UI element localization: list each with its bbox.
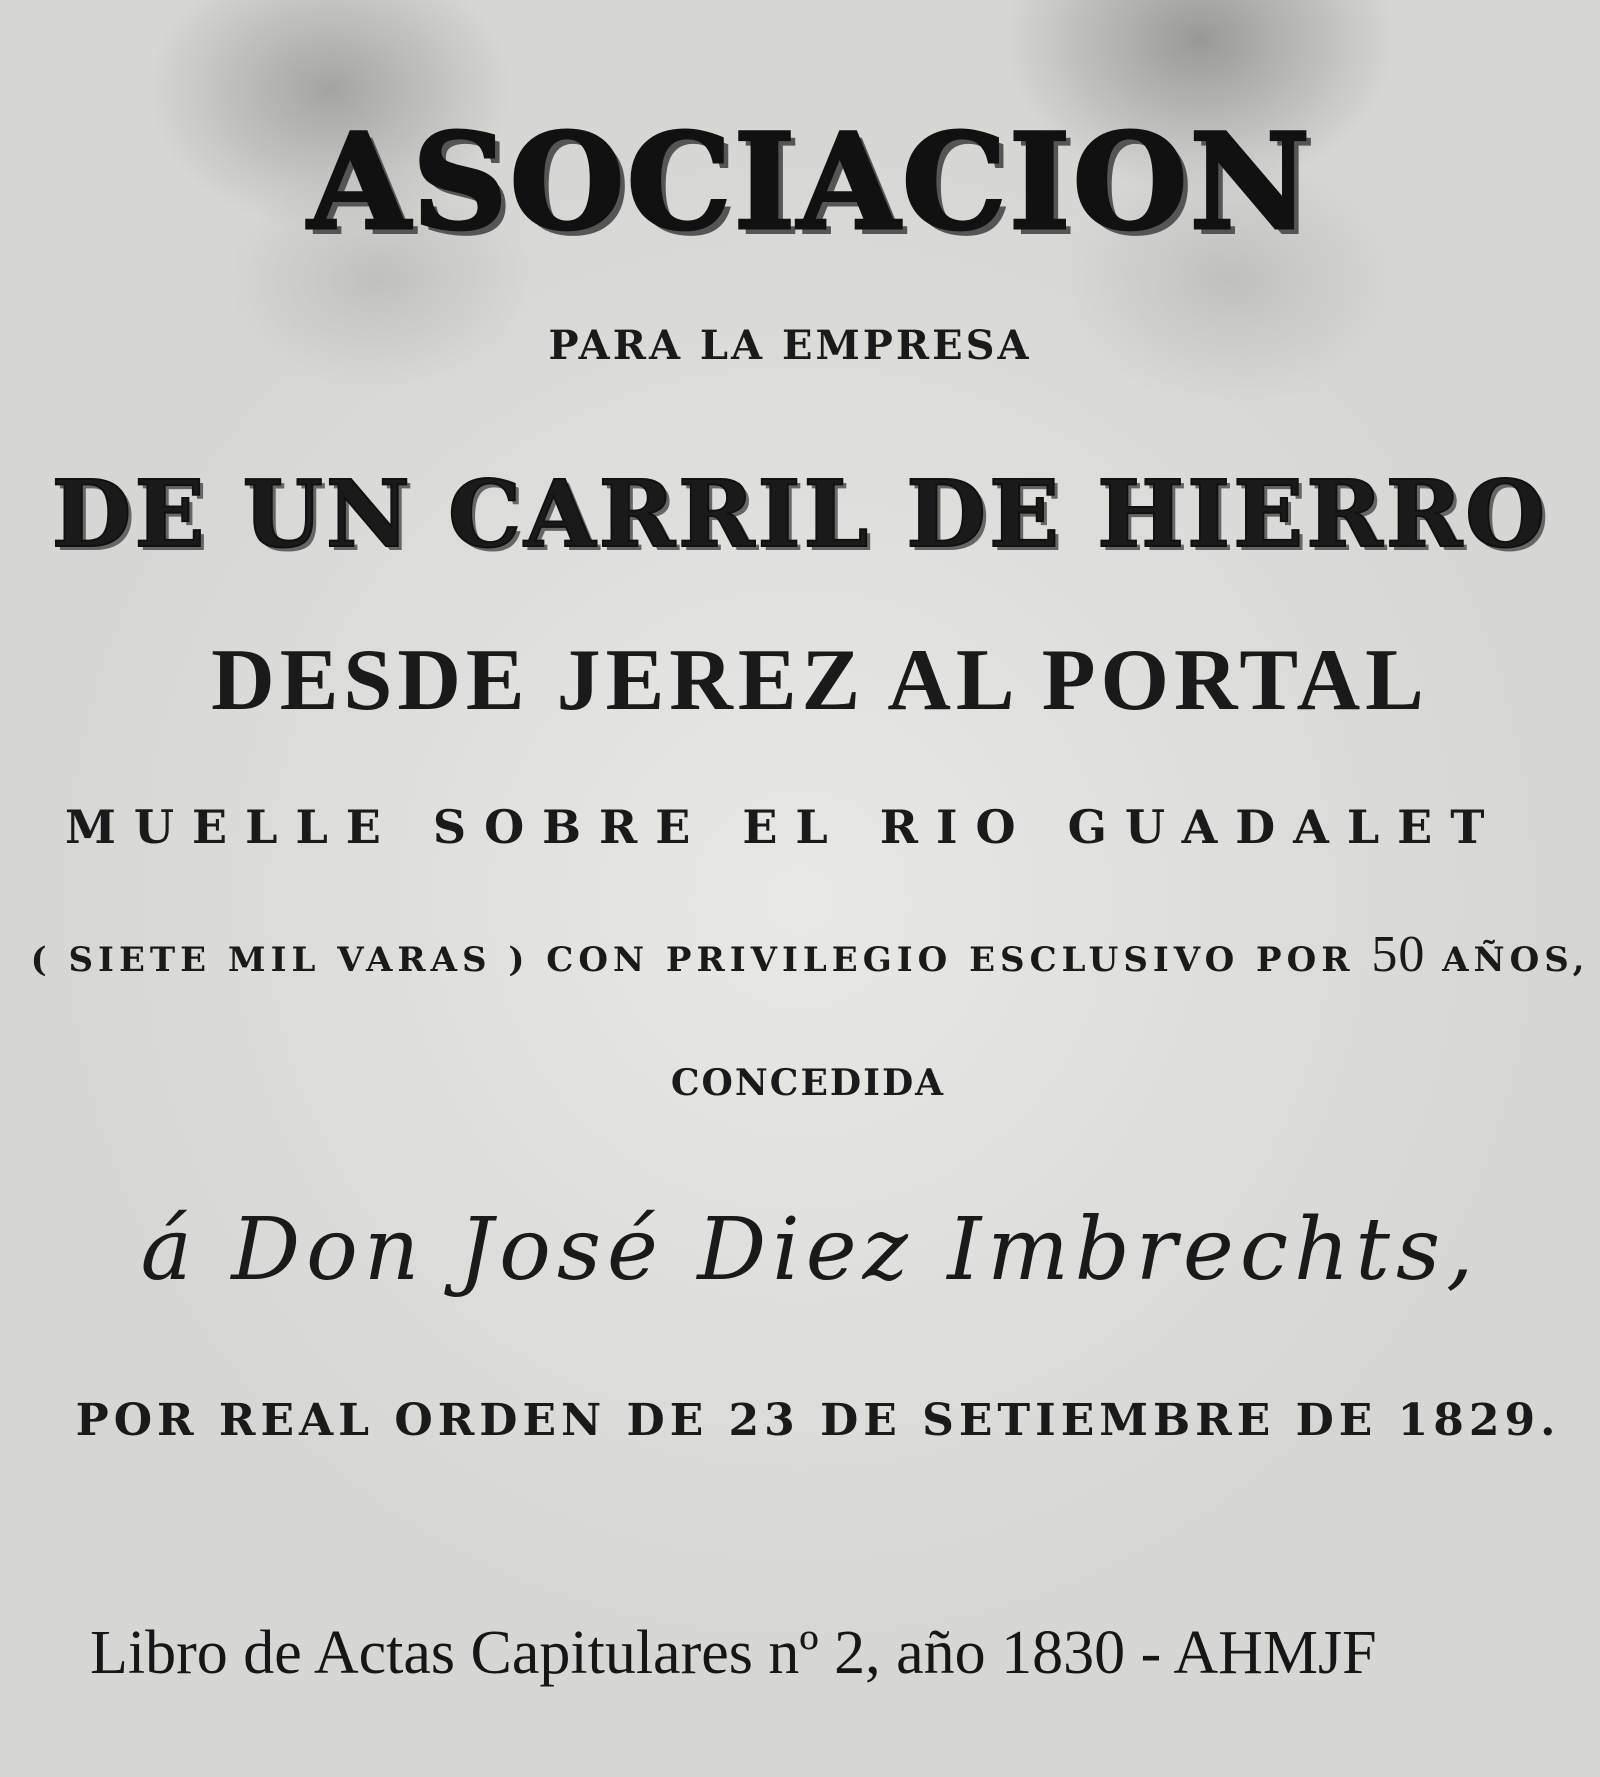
source-caption: Libro de Actas Capitulares nº 2, año 1830 - AHMJF — [90, 1619, 1377, 1687]
grantee-line: á Don José Diez Imbrechts, — [140, 1200, 1480, 1300]
granted-line: CONCEDIDA — [670, 1062, 946, 1104]
document-headline: DE UN CARRIL DE HIERRO — [51, 460, 1549, 568]
royal-order-line: POR REAL ORDEN DE 23 DE SETIEMBRE DE 1829. — [75, 1395, 1561, 1446]
route-line: DESDE JEREZ AL PORTAL — [211, 632, 1429, 729]
dock-line: MUELLE SOBRE EL RIO GUADALET — [65, 800, 1503, 854]
privilege-suffix: AÑOS, — [1442, 940, 1590, 980]
privilege-line — [10, 925, 1600, 984]
privilege-prefix: ( SIETE MIL VARAS ) CON PRIVILEGIO ESCLUSIVO POR — [30, 940, 1355, 980]
privilege-years: 50 — [1371, 926, 1426, 983]
document-title: ASOCIACION — [307, 105, 1313, 260]
document-subtitle: PARA LA EMPRESA — [548, 322, 1032, 369]
